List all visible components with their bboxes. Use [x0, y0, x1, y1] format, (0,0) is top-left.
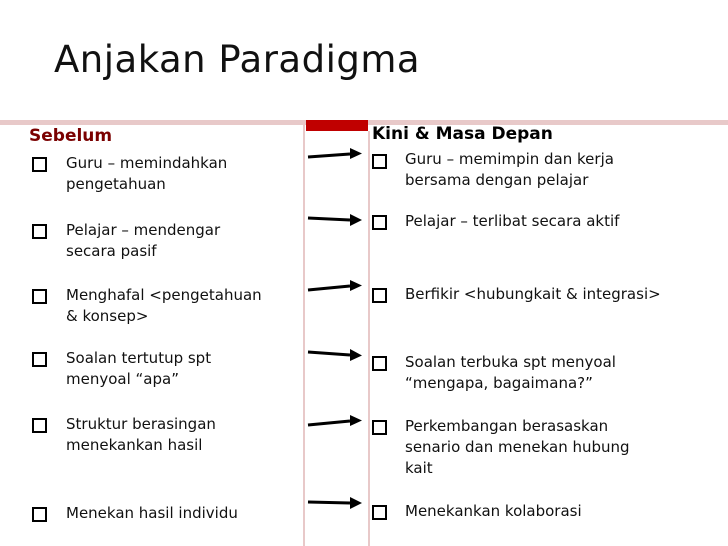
- item-line: bersama dengan pelajar: [405, 171, 589, 189]
- before-heading: Sebelum: [29, 126, 113, 146]
- slide-title: Anjakan Paradigma: [54, 38, 421, 81]
- item-line: Struktur berasingan: [66, 415, 216, 433]
- item-line: Menekankan kolaborasi: [405, 502, 582, 520]
- checkbox-bullet-icon: [32, 418, 47, 433]
- checkbox-bullet-icon: [372, 154, 387, 169]
- item-line: & konsep>: [66, 307, 149, 325]
- item-line: Soalan tertutup spt: [66, 349, 212, 367]
- left-panel-border: [303, 125, 305, 546]
- item-line: senario dan menekan hubung: [405, 438, 630, 456]
- item-line: menekankan hasil: [66, 436, 203, 454]
- item-line: Guru – memindahkan: [66, 154, 228, 172]
- item-line: Guru – memimpin dan kerja: [405, 150, 614, 168]
- arrow-right-icon: [306, 144, 364, 164]
- red-accent-bar: [306, 120, 368, 131]
- checkbox-bullet-icon: [32, 224, 47, 239]
- right-panel-border: [368, 131, 370, 546]
- checkbox-bullet-icon: [372, 505, 387, 520]
- arrow-right-icon: [306, 277, 364, 297]
- item-line: Menekan hasil individu: [66, 504, 238, 522]
- arrow-right-icon: [306, 345, 364, 365]
- item-line: Soalan terbuka spt menyoal: [405, 353, 616, 371]
- checkbox-bullet-icon: [32, 157, 47, 172]
- checkbox-bullet-icon: [372, 356, 387, 371]
- item-line: pengetahuan: [66, 175, 166, 193]
- item-line: Pelajar – terlibat secara aktif: [405, 212, 620, 230]
- item-line: Menghafal <pengetahuan: [66, 286, 262, 304]
- checkbox-bullet-icon: [372, 420, 387, 435]
- now-heading: Kini & Masa Depan: [372, 124, 553, 144]
- arrow-right-icon: [306, 210, 364, 230]
- checkbox-bullet-icon: [32, 289, 47, 304]
- item-line: “mengapa, bagaimana?”: [405, 374, 593, 392]
- checkbox-bullet-icon: [32, 352, 47, 367]
- item-line: Pelajar – mendengar: [66, 221, 221, 239]
- arrow-right-icon: [306, 412, 364, 432]
- checkbox-bullet-icon: [372, 215, 387, 230]
- item-line: menyoal “apa”: [66, 370, 179, 388]
- item-line: kait: [405, 459, 433, 477]
- arrow-right-icon: [306, 494, 364, 514]
- checkbox-bullet-icon: [372, 288, 387, 303]
- item-line: Berfikir <hubungkait & integrasi>: [405, 285, 661, 303]
- checkbox-bullet-icon: [32, 507, 47, 522]
- item-line: secara pasif: [66, 242, 157, 260]
- item-line: Perkembangan berasaskan: [405, 417, 609, 435]
